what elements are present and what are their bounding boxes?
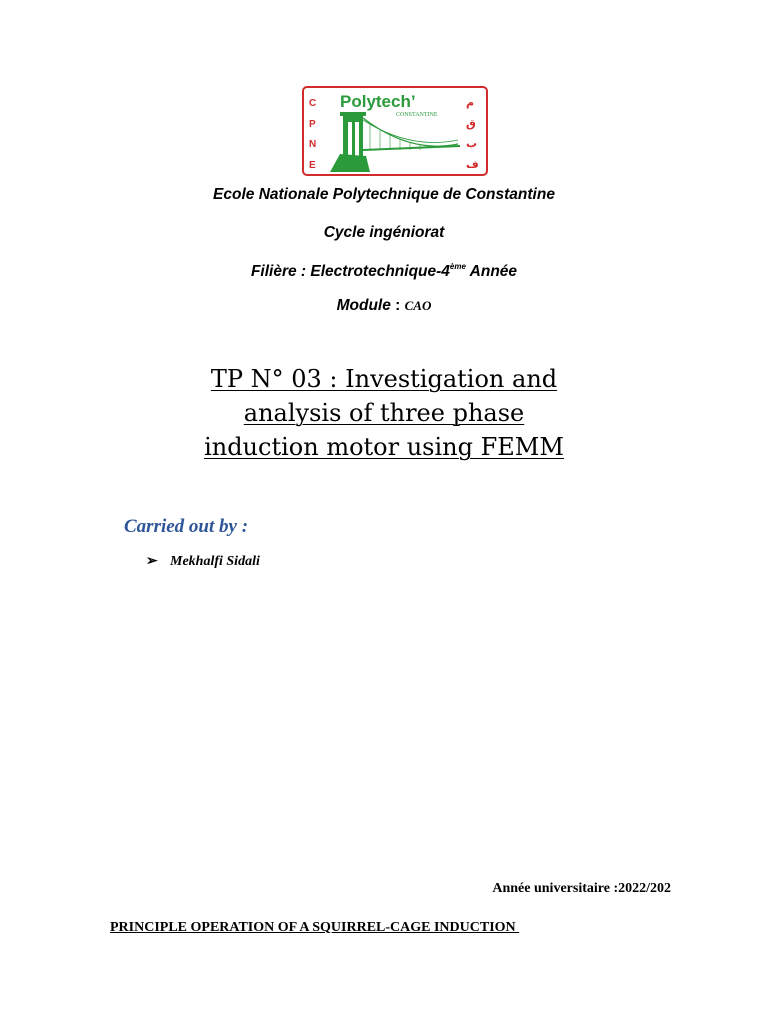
svg-text:Polytech’: Polytech’ [340, 92, 416, 111]
school-logo [300, 84, 490, 178]
svg-text:CONSTANTINE: CONSTANTINE [396, 112, 438, 118]
polytech-logo-graphic [300, 84, 490, 178]
cycle-line: Cycle ingéniorat [323, 224, 445, 241]
svg-text:ف: ف [466, 158, 479, 171]
svg-text:م: م [466, 96, 475, 109]
title-line-2: analysis of three phase [243, 399, 525, 427]
section-heading: PRINCIPLE OPERATION OF A SQUIRREL-CAGE INDUCTION [110, 920, 520, 935]
title-line-3: induction motor using FEMM [204, 433, 564, 461]
filiere-prefix: Filière : Electrotechnique-4 [250, 263, 450, 280]
svg-text:C: C [309, 98, 317, 109]
module-separator: : [390, 297, 405, 314]
author-item [146, 553, 260, 570]
svg-text:ق: ق [466, 117, 476, 130]
svg-text:N: N [309, 139, 317, 150]
author-name: Mekhalfi Sidali [170, 554, 260, 569]
module-label: Module [336, 297, 391, 314]
module-line [0, 297, 768, 315]
document-title [0, 362, 768, 464]
svg-text:P: P [309, 119, 316, 130]
svg-text:ب: ب [466, 137, 478, 150]
school-name: Ecole Nationale Polytechnique de Constantine [213, 186, 555, 203]
authors-heading: Carried out by : [124, 516, 249, 537]
title-line-1: TP N° 03 : Investigation and [210, 365, 558, 393]
filiere-line [0, 262, 768, 281]
arrow-bullet-icon: ➢ [146, 554, 158, 569]
filiere-suffix: Année [465, 263, 518, 280]
academic-year: Année universitaire :2022/202 [492, 881, 671, 896]
svg-text:E: E [309, 160, 316, 171]
module-value: CAO [404, 298, 432, 313]
filiere-superscript: ème [449, 262, 466, 271]
